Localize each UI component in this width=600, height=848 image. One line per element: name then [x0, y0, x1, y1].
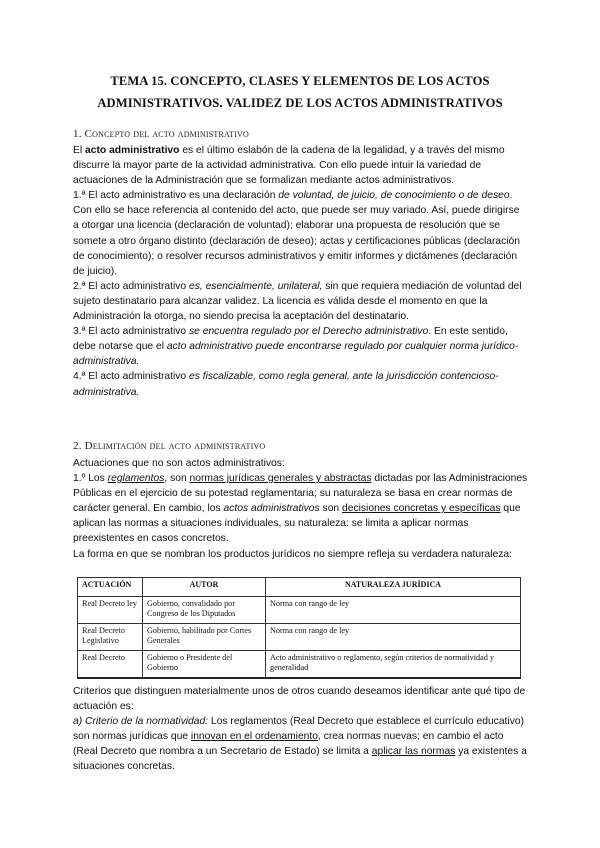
normatividad-paragraph: a) Criterio de la normatividad: Los reglamentos (Real Decreto que establece el currículo educativo) son normas jurídicas que innovan en el ordenamiento, crea normas nuevas; en cambio el acto (Real Decreto que nombra a un Secretario de Estado) se limita a aplicar las normas ya existentes a situaciones concretas. [73, 716, 527, 773]
table-cell: Gobierno o Presidente del Gobierno [143, 651, 266, 678]
table-cell: Gobierno, convalidado por Congreso de los Diputados [143, 597, 266, 624]
section-1-body [73, 143, 528, 400]
section-2-heading: 2. Delimitación del acto administrativo [73, 440, 266, 452]
point-4-paragraph: 4.ª El acto administrativo es fiscalizable, como regla general, ante la jurisdicción contencioso-administrativa. [73, 371, 499, 398]
table-cell: Real Decreto Legislativo [78, 624, 143, 651]
table-cell: Real Decreto ley [78, 597, 143, 624]
point-3-paragraph: 3.ª El acto administrativo se encuentra regulado por el Derecho administrativo. En este sentido, debe notarse que el acto administrativo puede encontrarse regulado por cualquier norma jurídico-administrativa. [73, 326, 519, 368]
column-header: AUTOR [143, 578, 266, 597]
table-header-row [78, 578, 521, 597]
title-line-2: ADMINISTRATIVOS. VALIDEZ DE LOS ACTOS ADMINISTRATIVOS [97, 96, 503, 110]
section-2-body [73, 456, 528, 562]
table-cell: Real Decreto [78, 651, 143, 678]
title-line-1: TEMA 15. CONCEPTO, CLASES Y ELEMENTOS DE LOS ACTOS [110, 74, 490, 88]
section-1-heading: 1. Concepto del acto administrativo [73, 128, 249, 140]
legal-nature-table [77, 577, 521, 679]
criteria-body [73, 684, 528, 775]
intro-paragraph: El acto administrativo es el último eslabón de la cadena de la legalidad, y a través del mismo discurre la mayor parte de la actividad administrativa. Con ello puede intuir la variedad de actuaciones de la Administración que se formalizan mediante actos administrativos. [73, 145, 505, 187]
table-row [78, 624, 521, 651]
point-1-paragraph: 1.ª El acto administrativo es una declaración de voluntad, de juicio, de conocimiento o de deseo. Con ello se hace referencia al contenido del acto, que puede ser muy variado. Así, puede dirigirse a otorgar una licencia (declaración de voluntad); elaborar una propuesta de resolución que se somete a otro órgano distinto (declaración de deseo); actas y certificaciones públicas (declaración de conocimiento); o resolver recursos administrativos y emitir informes y dictámenes (declaración de juicio). [73, 190, 521, 277]
table-cell: Norma con rango de ley [266, 624, 521, 651]
table-row [78, 597, 521, 624]
reglamentos-paragraph: 1.º Los reglamentos, son normas jurídicas generales y abstractas dictadas por las Administraciones Públicas en el ejercicio de su potestad reglamentaria; su naturaleza se basa en crear normas de carácter general. En cambio, los actos administrativos son decisiones concretas y específicas que aplican las normas a situaciones individuales, su naturaleza: se limita a aplicar normas preexistentes en casos concretos. [73, 473, 528, 545]
column-header: NATURALEZA JURÍDICA [266, 578, 521, 597]
table-cell: Norma con rango de ley [266, 597, 521, 624]
criteria-intro: Criterios que distinguen materialmente unos de otros cuando deseamos identificar ante qué tipo de actuación es: [73, 686, 526, 713]
table-cell: Gobierno, habilitado por Cortes Generales [143, 624, 266, 651]
section-2-lead: Actuaciones que no son actos administrativos: [73, 458, 285, 469]
page-title [60, 70, 540, 114]
point-2-paragraph: 2.ª El acto administrativo es, esencialmente, unilateral, sin que requiera mediación de voluntad del sujeto destinatario para alcanzar validez. La licencia es válida desde el momento en que la Administración la otorga, no siendo precisa la aceptación del destinatario. [73, 280, 522, 323]
column-header: ACTUACIÓN [78, 578, 143, 597]
table-row [78, 651, 521, 678]
table-cell: Acto administrativo o reglamento, según criterios de normatividad y generalidad [266, 651, 521, 678]
naming-paragraph: La forma en que se nombran los productos jurídicos no siempre refleja su verdadera naturaleza: [73, 548, 513, 560]
